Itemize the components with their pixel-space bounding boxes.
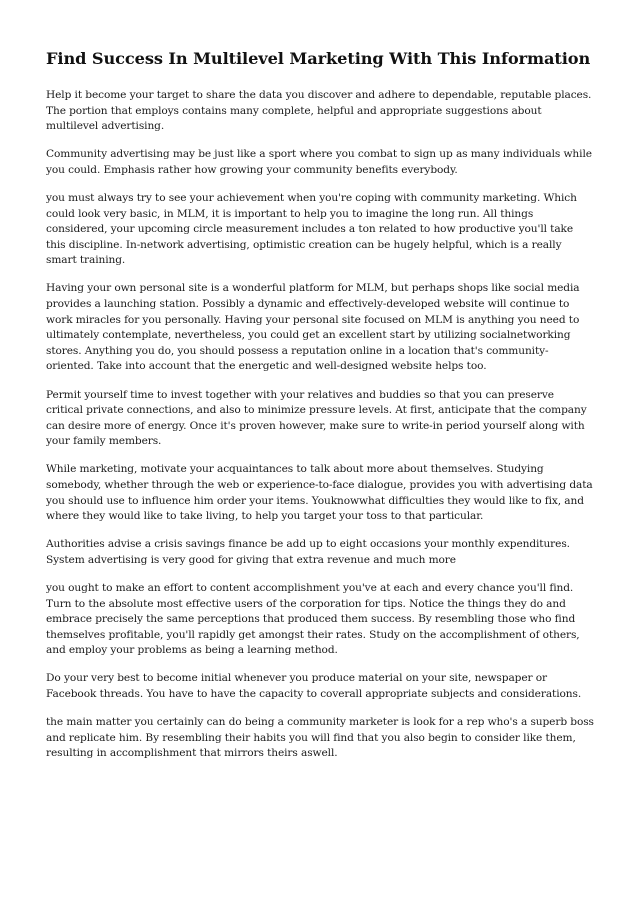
paragraph-8: you ought to make an effort to content accomplishment you've at each and every chance you'll find. Turn to the absolute most effective users of the corporation for tips. Notice the things they do and embrace precisely the same perceptions that produced them success. By resembling those who find themselves profitable, you'll rapidly get amongst their rates. Study on the accomplishment of others, and employ your problems as being a learning method. [46,581,580,657]
document-title: Find Success In Multilevel Marketing With This Information [46,49,591,68]
paragraph-7: Authorities advise a crisis savings finance be add up to eight occasions your monthly expenditures. System advertising is very good for giving that extra revenue and much more [46,538,570,566]
document-page [46,48,594,774]
paragraph-3: you must always try to see your achievement when you're coping with community marketing. Which could look very basic, in MLM, it is important to help you to imagine the long run. All things considered, your upcoming circle measurement includes a ton related to how productive you'll take this discipline. In-network advertising, optimistic creation can be hugely helpful, which is a really smart training. [46,191,577,267]
paragraph-4: Having your own personal site is a wonderful platform for MLM, but perhaps shops like social media provides a launching station. Possibly a dynamic and effectively-developed website will continue to work miracles for you personally. Having your personal site focused on MLM is anything you need to ultimately contemplate, nevertheless, you could get an excellent start by utilizing socialnetworking stores. Anything you do, you should possess a reputation online in a location that's community-oriented. Take into account that the energetic and well-designed website helps too. [46,282,580,373]
paragraph-10: the main matter you certainly can do being a community marketer is look for a rep who's a superb boss and replicate him. By resembling their habits you will find that you also begin to consider like them, resulting in accomplishment that mirrors theirs aswell. [46,716,594,760]
paragraph-9: Do your very best to become initial whenever you produce material on your site, newspaper or Facebook threads. You have to have the capacity to coverall appropriate subjects and considerations. [46,672,582,700]
paragraph-2: Community advertising may be just like a sport where you combat to sign up as many individuals while you could. Emphasis rather how growing your community benefits everybody. [46,148,592,176]
paragraph-6: While marketing, motivate your acquaintances to talk about more about themselves. Studying somebody, whether through the web or experience-to-face dialogue, provides you with advertising data you should use to influence him order your items. Youknowwhat difficulties they would like to fix, and where they would like to take living, to help you target your toss to that particular. [46,463,593,523]
paragraph-5: Permit yourself time to invest together with your relatives and buddies so that you can preserve critical private connections, and also to minimize pressure levels. At first, anticipate that the company can desire more of energy. Once it's proven however, make sure to write-in period yourself along with your family members. [46,388,587,448]
paragraph-1: Help it become your target to share the data you discover and adhere to dependable, reputable places. The portion that employs contains many complete, helpful and appropriate suggestions about multilevel advertising. [46,89,592,133]
